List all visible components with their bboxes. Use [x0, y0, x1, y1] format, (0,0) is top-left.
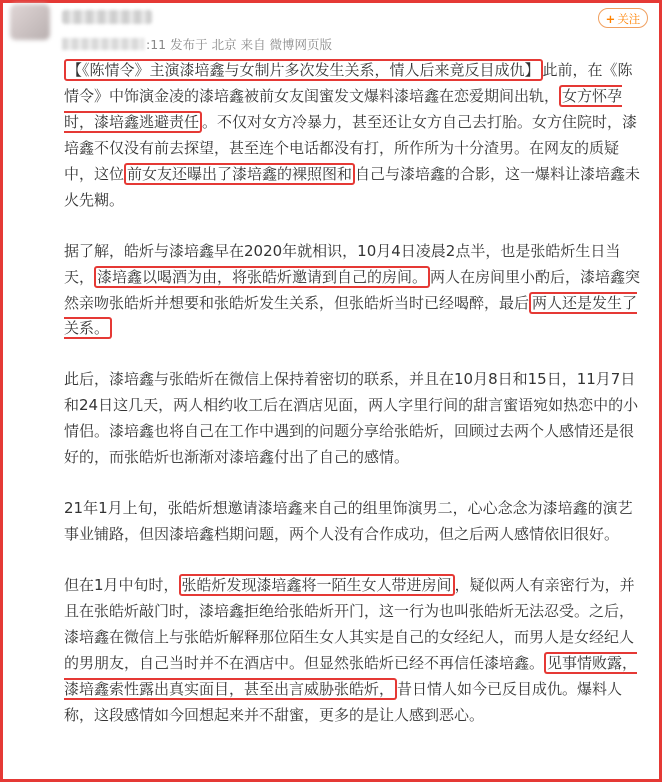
post-paragraph [64, 367, 646, 471]
text-segment: 21年1月上旬，张皓炘想邀请漆培鑫来自己的组里饰演男二，心心念念为漆培鑫的演艺事业铺路，但因漆培鑫档期问题，两个人没有合作成功，但之后两人感情依旧很好。 [64, 499, 633, 544]
post-paragraph [64, 496, 646, 548]
text-segment: 此后，漆培鑫与张皓炘在微信上保持着密切的联系，并且在10月8日和15日，11月7日和24日这几天，两人相约收工后在酒店见面，两人字里行间的甜言蜜语宛如热恋中的小情侣。漆培鑫也将自己在工作中遇到的问题分享给张皓炘，回顾过去两个人感情还是很好的，而张皓炘也渐渐对漆培鑫付出了自己的感情。 [64, 370, 639, 467]
post-header [0, 0, 662, 58]
follow-label: 关注 [617, 12, 641, 26]
post-time: :11 [146, 37, 167, 52]
text-segment: 此前，在《陈情令》中饰演金凌的漆培鑫被前女友闺蜜发文爆料漆培鑫在恋爱期间出轨， [64, 61, 633, 105]
text-segment: 但在1月中旬时， [64, 576, 179, 594]
highlighted-phrase: 女方怀孕时，漆培鑫逃避责任 [64, 86, 623, 131]
highlighted-phrase: 【《陈情令》主演漆培鑫与女制片多次发生关系，情人后来竟反目成仇】 [64, 59, 543, 81]
text-segment: 昔日情人如今已反目成仇。爆料人称，这段感情如今回想起来并不甜蜜，更多的是让人感到恶心。 [64, 679, 623, 724]
text-segment: 自己与漆培鑫的合影，这一爆料让漆培鑫未火先糊。 [64, 164, 641, 209]
highlighted-phrase: 漆培鑫以喝酒为由，将张皓炘邀请到自己的房间。 [94, 266, 430, 288]
highlighted-phrase: 见事情败露，漆培鑫索性露出真实面目，甚至出言威胁张皓炘， [64, 653, 638, 698]
post-location: 发布于 北京 [170, 37, 237, 52]
post-paragraph [64, 58, 646, 214]
blurred-date [62, 38, 144, 50]
post-paragraph [64, 239, 646, 343]
post-meta [62, 35, 332, 53]
text-segment: ，疑似两人有亲密行为，并且在张皓炘敲门时，漆培鑫拒绝给张皓炘开门，这一行为也叫张皓炘无法忍受。之后，漆培鑫在微信上与张皓炘解释那位陌生女人其实是自己的女经纪人，而男人是女经纪人的男朋友，自己当时并不在酒店中。但显然张皓炘已经不再信任漆培鑫。 [64, 576, 635, 672]
plus-icon: + [605, 12, 616, 26]
text-segment: 两人在房间里小酌后，漆培鑫突然亲吻张皓炘并想要和张皓炘发生关系，但张皓炘当时已经喝醉，最后 [64, 267, 641, 312]
highlighted-phrase: 两人还是发生了关系。 [64, 293, 638, 338]
avatar[interactable] [10, 4, 50, 40]
highlighted-phrase: 前女友还曝出了漆培鑫的裸照图和 [124, 163, 355, 185]
post-paragraph [64, 573, 646, 729]
highlighted-phrase: 张皓炘发现漆培鑫将一陌生女人带进房间 [179, 574, 455, 596]
text-segment: 据了解，皓炘与漆培鑫早在2020年就相识，10月4日凌晨2点半，也是张皓炘生日当天， [64, 241, 621, 286]
follow-button[interactable] [598, 8, 648, 28]
post-body [64, 58, 646, 754]
blurred-username[interactable] [62, 10, 152, 24]
post-source[interactable]: 来自 微博网页版 [240, 37, 333, 52]
text-segment: 。不仅对女方冷暴力，甚至还让女方自己去打胎。女方住院时，漆培鑫不仅没有前去探望，甚至连个电话都没有打，所作所为十分渣男。在网友的质疑中，这位 [64, 112, 638, 183]
